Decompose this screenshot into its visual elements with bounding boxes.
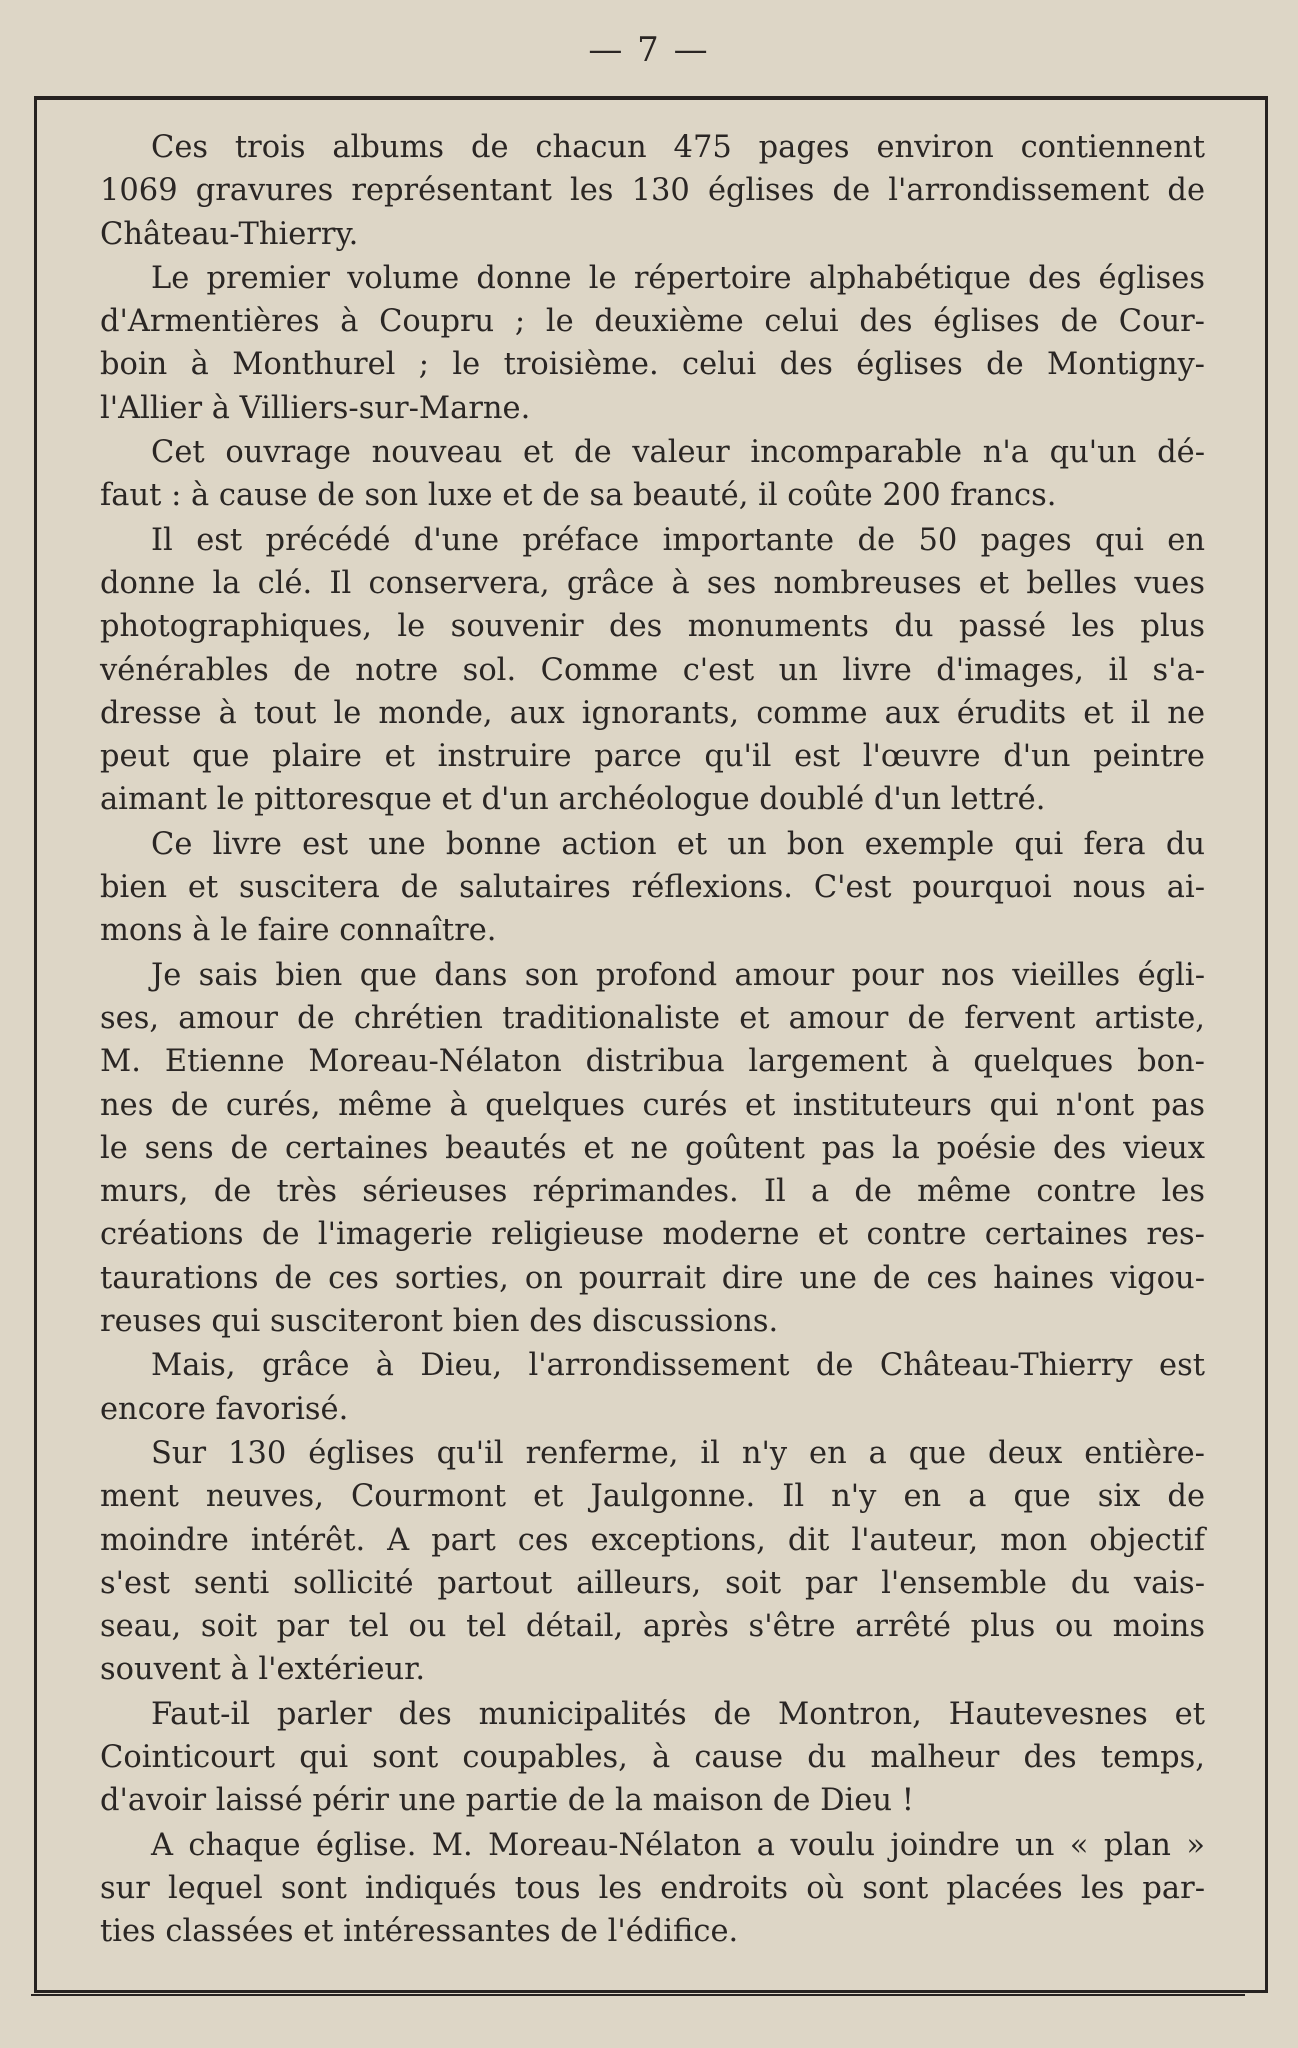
paragraph bbox=[100, 257, 1205, 430]
text-line: M. Etienne Moreau-Nélaton distribua largement à quelques bon- bbox=[100, 1044, 1205, 1080]
text-line: reuses qui susciteront bien des discussions. bbox=[100, 1304, 779, 1340]
text-line: bien et suscitera de salutaires réflexions. C'est pourquoi nous ai- bbox=[100, 870, 1205, 906]
text-line: Mais, grâce à Dieu, l'arrondissement de Château-Thierry est bbox=[151, 1348, 1205, 1384]
text-line: Cointicourt qui sont coupables, à cause du malheur des temps, bbox=[100, 1739, 1205, 1775]
text-line: 1069 gravures représentant les 130 églises de l'arrondissement de bbox=[100, 173, 1205, 209]
text-line: l'Allier à Villiers-sur-Marne. bbox=[100, 390, 531, 426]
text-line: A chaque église. M. Moreau-Nélaton a voulu joindre un « plan » bbox=[151, 1827, 1205, 1863]
text-line: Ce livre est une bonne action et un bon exemple qui fera du bbox=[151, 826, 1205, 862]
text-line: Château-Thierry. bbox=[100, 216, 359, 252]
text-line: Je sais bien que dans son profond amour pour nos vieilles égli- bbox=[151, 957, 1205, 993]
paragraph bbox=[100, 1824, 1205, 1954]
text-line: donne la clé. Il conservera, grâce à ses nombreuses et belles vues bbox=[100, 565, 1205, 601]
text-line: mons à le faire connaître. bbox=[100, 913, 497, 949]
page-number: — 7 — bbox=[588, 30, 710, 70]
text-line: Cet ouvrage nouveau et de valeur incomparable n'a qu'un dé- bbox=[151, 435, 1205, 471]
text-line: d'avoir laissé périr une partie de la maison de Dieu ! bbox=[100, 1783, 914, 1819]
text-line: seau, soit par tel ou tel détail, après s'être arrêté plus ou moins bbox=[100, 1609, 1205, 1645]
text-frame bbox=[34, 96, 1268, 1993]
paragraph bbox=[100, 1344, 1205, 1431]
paragraph bbox=[100, 1693, 1205, 1823]
text-line: souvent à l'extérieur. bbox=[100, 1652, 426, 1688]
body-text bbox=[100, 126, 1205, 1954]
text-line: aimant le pittoresque et d'un archéologue doublé d'un lettré. bbox=[100, 782, 1046, 818]
text-line: ment neuves, Courmont et Jaulgonne. Il n'y en a que six de bbox=[100, 1479, 1205, 1515]
paragraph bbox=[100, 823, 1205, 953]
paragraph bbox=[100, 126, 1205, 256]
text-line: Sur 130 églises qu'il renferme, il n'y en a que deux entière- bbox=[151, 1435, 1205, 1471]
text-line: le sens de certaines beautés et ne goûtent pas la poésie des vieux bbox=[100, 1130, 1205, 1166]
paragraph bbox=[100, 954, 1205, 1344]
text-line: Le premier volume donne le répertoire alphabétique des églises bbox=[151, 260, 1205, 296]
text-line: peut que plaire et instruire parce qu'il est l'œuvre d'un peintre bbox=[100, 739, 1205, 775]
text-line: s'est senti sollicité partout ailleurs, soit par l'ensemble du vais- bbox=[100, 1565, 1205, 1601]
paragraph bbox=[100, 519, 1205, 822]
text-line: vénérables de notre sol. Comme c'est un livre d'images, il s'a- bbox=[100, 652, 1205, 688]
text-line: Faut-il parler des municipalités de Montron, Hautevesnes et bbox=[151, 1696, 1205, 1732]
text-line: photographiques, le souvenir des monuments du passé les plus bbox=[100, 609, 1205, 645]
text-line: sur lequel sont indiqués tous les endroits où sont placées les par- bbox=[100, 1870, 1205, 1906]
text-line: moindre intérêt. A part ces exceptions, dit l'auteur, mon objectif bbox=[100, 1522, 1205, 1558]
text-line: Il est précédé d'une préface importante de 50 pages qui en bbox=[151, 522, 1205, 558]
text-line: murs, de très sérieuses réprimandes. Il a de même contre les bbox=[100, 1174, 1205, 1210]
text-line: taurations de ces sorties, on pourrait dire une de ces haines vigou- bbox=[100, 1260, 1205, 1296]
text-line: boin à Monthurel ; le troisième. celui des églises de Montigny- bbox=[100, 347, 1205, 383]
text-line: encore favorisé. bbox=[100, 1391, 349, 1427]
text-line: nes de curés, même à quelques curés et instituteurs qui n'ont pas bbox=[100, 1087, 1205, 1123]
text-line: dresse à tout le monde, aux ignorants, comme aux érudits et il ne bbox=[100, 695, 1205, 731]
paragraph bbox=[100, 431, 1205, 518]
text-line: créations de l'imagerie religieuse moderne et contre certaines res- bbox=[100, 1217, 1205, 1253]
text-line: ties classées et intéressantes de l'édifice. bbox=[100, 1914, 739, 1950]
text-line: d'Armentières à Coupru ; le deuxième celui des églises de Cour- bbox=[100, 304, 1205, 340]
text-line: Ces trois albums de chacun 475 pages environ contiennent bbox=[151, 130, 1205, 165]
paragraph bbox=[100, 1432, 1205, 1692]
text-line: faut : à cause de son luxe et de sa beauté, il coûte 200 francs. bbox=[100, 478, 1057, 514]
text-line: ses, amour de chrétien traditionaliste et amour de fervent artiste, bbox=[100, 1000, 1205, 1036]
